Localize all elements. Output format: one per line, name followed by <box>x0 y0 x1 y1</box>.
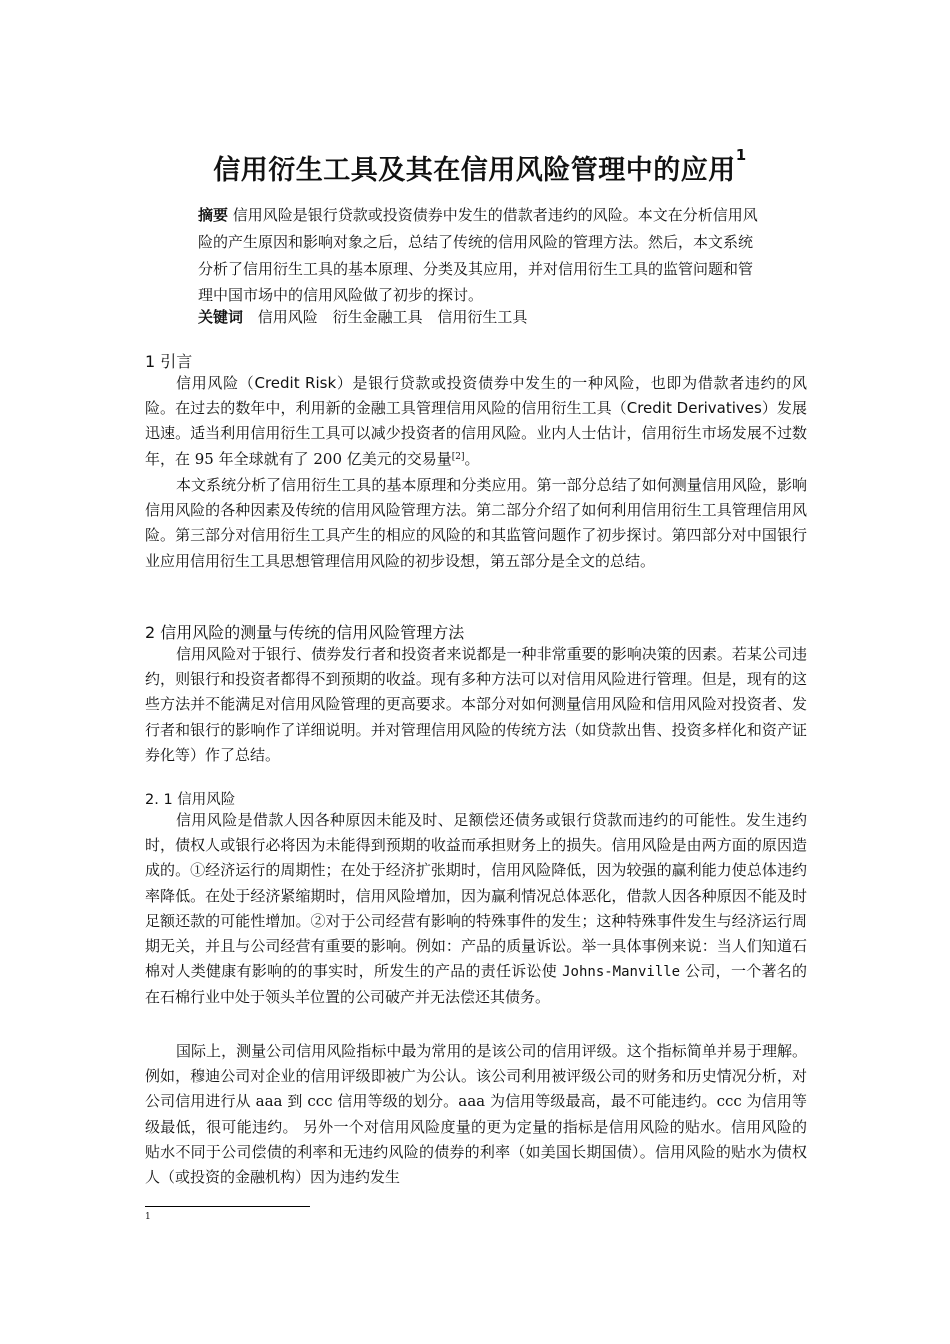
text-run-latin: Credit Risk <box>254 374 337 392</box>
keyword-item: 信用衍生工具 <box>437 308 528 326</box>
footnote-separator <box>145 1206 310 1207</box>
section-2-1-paragraph-1 <box>145 808 807 1011</box>
keywords <box>198 305 758 329</box>
abstract <box>198 202 758 309</box>
keyword-item: 衍生金融工具 <box>332 308 423 326</box>
section-2-1-paragraph-2: 国际上，测量公司信用风险指标中最为常用的是该公司的信用评级。这个指标简单并易于理解。例如，穆迪公司对企业的信用评级即被广为公认。该公司利用被评级公司的财务和历史情况分析，对公司信用进行从 aaa 到 ccc 信用等级的划分。aaa 为信用等级最高，最不可能违约。ccc 为信用等级最低，很可能违约。 另外一个对信用风险度量的更为定量的指标是信用风险的贴水。信用风险的贴水不同于公司偿债的利率和无违约风险的债券的利率（如美国长期国债）。信用风险的贴水为债权人（或投资的金融机构）因为违约发生 <box>145 1042 807 1187</box>
citation-ref: [2] <box>451 451 465 462</box>
keywords-label: 关键词 <box>198 308 244 326</box>
abstract-label: 摘要 <box>198 206 229 224</box>
section-1-paragraph-1 <box>145 371 807 472</box>
text-run-latin: Credit Derivatives <box>626 399 762 418</box>
footnote-mark: 1 <box>145 1212 151 1222</box>
section-2-paragraph-1: 信用风险对于银行、债券发行者和投资者来说都是一种非常重要的影响决策的因素。若某公司违约，则银行和投资者都得不到预期的收益。现有多种方法可以对信用风险进行管理。但是，现有的这些方法并不能满足对信用风险管理的更高要求。本部分对如何测量信用风险和信用风险对投资者、发行者和银行的影响作了详细说明。并对管理信用风险的传统方法（如贷款出售、投资多样化和资产证券化等）作了总结。 <box>145 645 807 764</box>
text-run: ）是银行贷款或投资债券中发生的一种风险，也即为借款者违约的风险。在过去的数年中，利用新的金融工具管理信用风险的信用衍生工具（ <box>145 374 807 418</box>
section-1-paragraph-2: 本文系统分析了信用衍生工具的基本原理和分类应用。第一部分总结了如何测量信用风险，影响信用风险的各种因素及传统的信用风险管理方法。第二部分介绍了如何利用信用衍生工具管理信用风险。第三部分对信用衍生工具产生的相应的风险的和其监管问题作了初步探讨。第四部分对中国银行业应用信用衍生工具思想管理信用风险的初步设想，第五部分是全文的总结。 <box>145 476 807 570</box>
paper-title-text: 信用衍生工具及其在信用风险管理中的应用 <box>213 155 736 186</box>
section-2-heading: 2 信用风险的测量与传统的信用风险管理方法 <box>145 623 465 642</box>
text-run: 公司，一个著名的在石棉行业中处于领头羊位置的公司破产并无法偿还其债务。 <box>145 962 807 1007</box>
text-run: ）发展迅速。适当利用信用衍生工具可以减少投资者的信用风险。业内人士估计，信用衍生市场发展不过数年，在 95 年全球就有了 200 亿美元的交易量 <box>145 399 807 468</box>
section-2-1-heading: 2. 1 信用风险 <box>145 792 236 808</box>
text-run: 。 <box>464 449 480 468</box>
text-run: 信用风险是借款人因各种原因未能及时、足额偿还债务或银行贷款而违约的可能性。发生违约时，债权人或银行必将因为未能得到预期的收益而承担财务上的损失。信用风险是由两方面的原因造成的。①经济运行的周期性；在处于经济扩张期时，信用风险降低，因为较强的赢利能力使总体违约率降低。在处于经济紧缩期时，信用风险增加，因为赢利情况总体恶化，借款人因各种原因不能及时足额还款的可能性增加。②对于公司经营有影响的特殊事件的发生；这种特殊事件发生与经济运行周期无关，并且与公司经营有重要的影响。例如：产品的质量诉讼。举一具体事例来说：当人们知道石棉对人类健康有影响的的事实时，所发生的产品的责任诉讼使 <box>145 811 807 981</box>
title-footnote-ref: 1 <box>735 146 747 164</box>
abstract-text: 信用风险是银行贷款或投资债券中发生的借款者违约的风险。本文在分析信用风险的产生原因和影响对象之后，总结了传统的信用风险的管理方法。然后，本文系统分析了信用衍生工具的基本原理、分类及其应用，并对信用衍生工具的监管问题和管理中国市场中的信用风险做了初步的探讨。 <box>198 206 758 305</box>
text-run: 信用风险（ <box>176 374 255 392</box>
keyword-item: 信用风险 <box>257 308 318 326</box>
text-run-latin: Johns-Manville <box>562 964 681 981</box>
paper-title <box>140 148 820 187</box>
section-1-heading: 1 引言 <box>145 352 193 371</box>
